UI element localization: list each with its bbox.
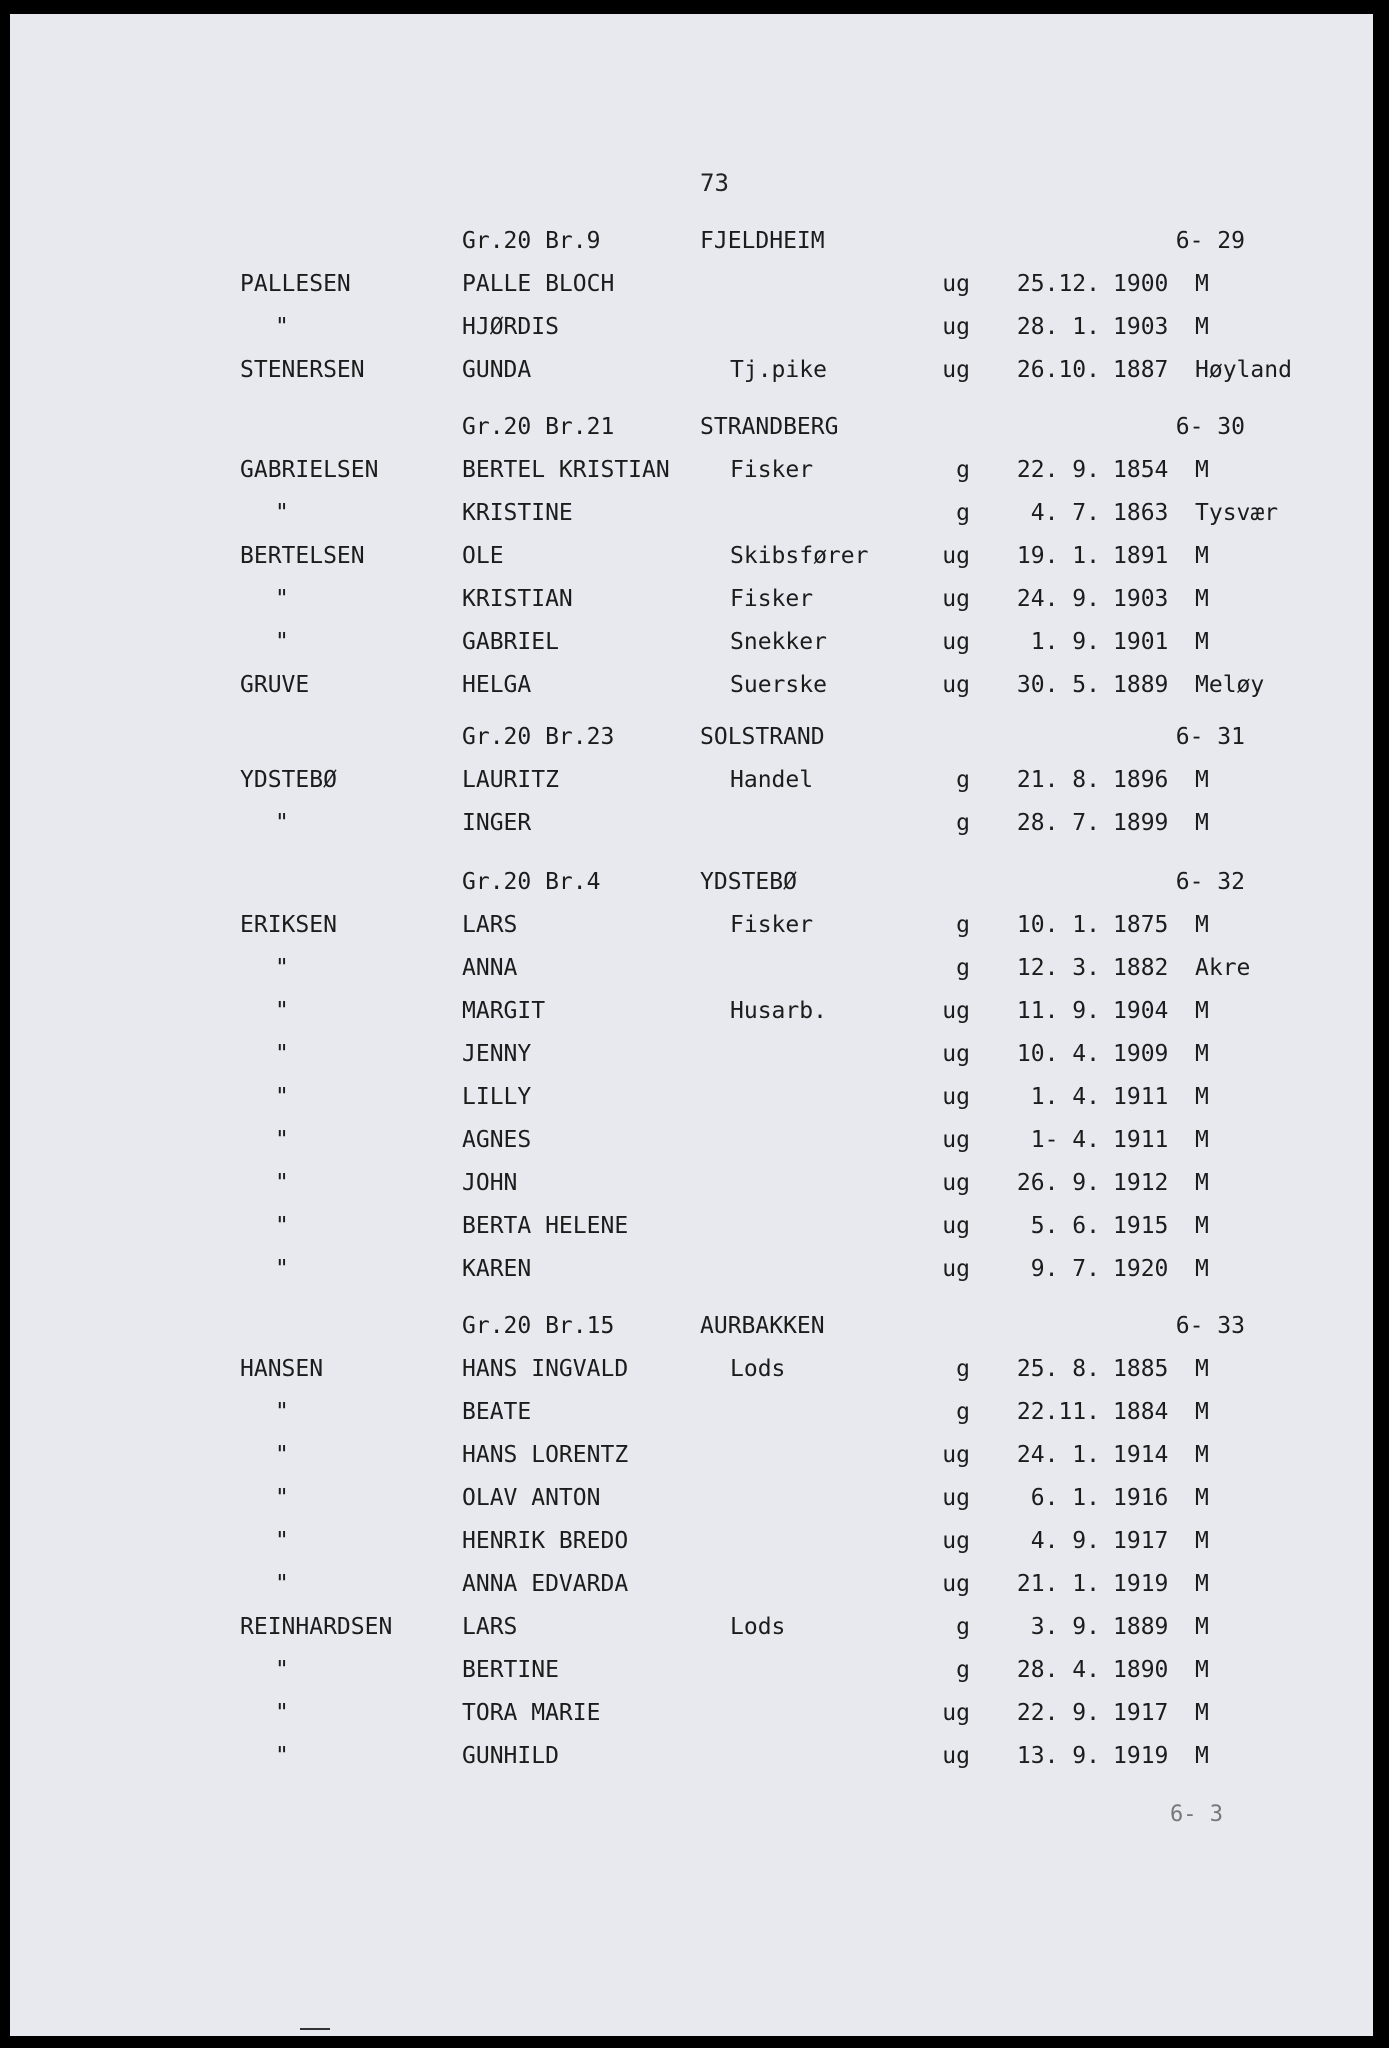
birth-place: M — [1195, 1614, 1209, 1640]
occupation: Fisker — [730, 912, 814, 938]
surname: ERIKSEN — [240, 912, 337, 938]
household-header — [10, 1311, 1373, 1354]
household-block — [10, 867, 1373, 1297]
given-name: KRISTINE — [462, 500, 573, 526]
marital-status: ug — [942, 672, 970, 698]
birth-place: M — [1195, 1743, 1209, 1769]
birth-date: 28. 1. — [1016, 314, 1100, 340]
birth-date: 21. 1. — [1016, 1571, 1100, 1597]
marital-status: ug — [942, 1084, 970, 1110]
marital-status: ug — [942, 1170, 970, 1196]
person-row — [10, 808, 1373, 851]
birth-year: 1899 — [1113, 810, 1169, 836]
household-block — [10, 412, 1373, 713]
given-name: BEATE — [462, 1399, 532, 1425]
birth-place: Høyland — [1195, 357, 1292, 383]
given-name: HJØRDIS — [462, 314, 559, 340]
household-number: 6- 32 — [1175, 869, 1245, 895]
birth-year: 1875 — [1113, 912, 1169, 938]
given-name: OLAV ANTON — [462, 1485, 601, 1511]
marital-status: ug — [942, 1213, 970, 1239]
birth-date: 24. 1. — [1016, 1442, 1100, 1468]
surname: " — [275, 810, 289, 836]
birth-year: 1884 — [1113, 1399, 1169, 1425]
birth-place: M — [1195, 1170, 1209, 1196]
person-row — [10, 1483, 1373, 1526]
surname: " — [275, 1127, 289, 1153]
household-header — [10, 412, 1373, 455]
birth-year: 1919 — [1113, 1743, 1169, 1769]
marital-status: ug — [942, 1700, 970, 1726]
given-name: INGER — [462, 810, 532, 836]
birth-place: M — [1195, 1127, 1209, 1153]
occupation: Fisker — [730, 457, 814, 483]
person-row — [10, 1741, 1373, 1784]
birth-year: 1885 — [1113, 1356, 1169, 1382]
marital-status: ug — [942, 629, 970, 655]
marital-status: g — [956, 1356, 970, 1382]
person-row — [10, 670, 1373, 713]
property-number: Gr.20 Br.21 — [462, 414, 615, 440]
birth-year: 1920 — [1113, 1256, 1169, 1282]
surname: " — [275, 998, 289, 1024]
birth-year: 1916 — [1113, 1485, 1169, 1511]
birth-date: 30. 5. — [1016, 672, 1100, 698]
surname: " — [275, 1700, 289, 1726]
surname: " — [275, 314, 289, 340]
surname: " — [275, 1256, 289, 1282]
surname: PALLESEN — [240, 271, 351, 297]
birth-date: 6. 1. — [1030, 1485, 1100, 1511]
given-name: GUNDA — [462, 357, 532, 383]
marital-status: ug — [942, 1256, 970, 1282]
birth-date: 25. 8. — [1016, 1356, 1100, 1382]
birth-date: 22.11. — [1016, 1399, 1100, 1425]
birth-year: 1863 — [1113, 500, 1169, 526]
occupation: Lods — [730, 1614, 786, 1640]
marital-status: ug — [942, 543, 970, 569]
birth-year: 1887 — [1113, 357, 1169, 383]
marital-status: ug — [942, 998, 970, 1024]
birth-date: 26.10. — [1016, 357, 1100, 383]
marital-status: ug — [942, 1571, 970, 1597]
given-name: MARGIT — [462, 998, 546, 1024]
birth-year: 1904 — [1113, 998, 1169, 1024]
surname: " — [275, 955, 289, 981]
birth-year: 1890 — [1113, 1657, 1169, 1683]
birth-date: 11. 9. — [1016, 998, 1100, 1024]
birth-date: 19. 1. — [1016, 543, 1100, 569]
household-number: 6- 30 — [1175, 414, 1245, 440]
person-row — [10, 1397, 1373, 1440]
birth-date: 4. 9. — [1030, 1528, 1100, 1554]
household-number: 6- 33 — [1175, 1313, 1245, 1339]
person-row — [10, 584, 1373, 627]
birth-place: Tysvær — [1195, 500, 1279, 526]
birth-date: 24. 9. — [1016, 586, 1100, 612]
birth-year: 1914 — [1113, 1442, 1169, 1468]
birth-date: 12. 3. — [1016, 955, 1100, 981]
birth-place: M — [1195, 1528, 1209, 1554]
farm-name: SOLSTRAND — [700, 724, 825, 750]
birth-year: 1915 — [1113, 1213, 1169, 1239]
farm-name: FJELDHEIM — [700, 228, 825, 254]
person-row — [10, 910, 1373, 953]
occupation: Handel — [730, 767, 814, 793]
person-row — [10, 1254, 1373, 1297]
birth-place: M — [1195, 1213, 1209, 1239]
farm-name: STRANDBERG — [700, 414, 839, 440]
surname: " — [275, 1213, 289, 1239]
person-row — [10, 312, 1373, 355]
person-row — [10, 953, 1373, 996]
birth-place: M — [1195, 314, 1209, 340]
person-row — [10, 1569, 1373, 1612]
person-row — [10, 1655, 1373, 1698]
given-name: LARS — [462, 1614, 518, 1640]
marital-status: ug — [942, 1743, 970, 1769]
given-name: KRISTIAN — [462, 586, 573, 612]
occupation: Suerske — [730, 672, 827, 698]
birth-year: 1917 — [1113, 1700, 1169, 1726]
birth-date: 5. 6. — [1030, 1213, 1100, 1239]
document-page — [10, 14, 1373, 2036]
birth-year: 1903 — [1113, 314, 1169, 340]
birth-place: M — [1195, 271, 1209, 297]
person-row — [10, 1125, 1373, 1168]
birth-place: Akre — [1195, 955, 1251, 981]
occupation: Husarb. — [730, 998, 827, 1024]
birth-place: M — [1195, 543, 1209, 569]
birth-date: 1. 4. — [1030, 1084, 1100, 1110]
marital-status: ug — [942, 1041, 970, 1067]
person-row — [10, 1526, 1373, 1569]
person-row — [10, 1082, 1373, 1125]
birth-year: 1882 — [1113, 955, 1169, 981]
surname: " — [275, 1084, 289, 1110]
marital-status: g — [956, 1614, 970, 1640]
birth-year: 1896 — [1113, 767, 1169, 793]
person-row — [10, 455, 1373, 498]
birth-place: M — [1195, 912, 1209, 938]
birth-year: 1911 — [1113, 1127, 1169, 1153]
property-number: Gr.20 Br.9 — [462, 228, 601, 254]
birth-place: M — [1195, 1485, 1209, 1511]
given-name: LILLY — [462, 1084, 532, 1110]
birth-place: M — [1195, 1084, 1209, 1110]
birth-year: 1901 — [1113, 629, 1169, 655]
birth-date: 21. 8. — [1016, 767, 1100, 793]
property-number: Gr.20 Br.15 — [462, 1313, 615, 1339]
birth-year: 1889 — [1113, 1614, 1169, 1640]
birth-year: 1917 — [1113, 1528, 1169, 1554]
marital-status: g — [956, 500, 970, 526]
given-name: ANNA EDVARDA — [462, 1571, 629, 1597]
birth-place: M — [1195, 1442, 1209, 1468]
given-name: AGNES — [462, 1127, 532, 1153]
household-number: 6- 29 — [1175, 228, 1245, 254]
marital-status: ug — [942, 314, 970, 340]
faded-footer-number: 6- 3 — [1170, 1802, 1223, 1827]
surname: " — [275, 1571, 289, 1597]
property-number: Gr.20 Br.4 — [462, 869, 601, 895]
birth-place: M — [1195, 998, 1209, 1024]
surname: " — [275, 1399, 289, 1425]
birth-year: 1903 — [1113, 586, 1169, 612]
occupation: Skibsfører — [730, 543, 869, 569]
occupation: Fisker — [730, 586, 814, 612]
marital-status: ug — [942, 1528, 970, 1554]
occupation: Tj.pike — [730, 357, 827, 383]
marital-status: g — [956, 457, 970, 483]
person-row — [10, 1354, 1373, 1397]
surname: " — [275, 1485, 289, 1511]
marital-status: g — [956, 1399, 970, 1425]
birth-place: M — [1195, 457, 1209, 483]
given-name: HANS INGVALD — [462, 1356, 629, 1382]
birth-place: M — [1195, 1571, 1209, 1597]
birth-place: M — [1195, 629, 1209, 655]
birth-date: 28. 7. — [1016, 810, 1100, 836]
surname: STENERSEN — [240, 357, 365, 383]
birth-year: 1900 — [1113, 271, 1169, 297]
person-row — [10, 269, 1373, 312]
birth-date: 9. 7. — [1030, 1256, 1100, 1282]
surname: BERTELSEN — [240, 543, 365, 569]
birth-date: 4. 7. — [1030, 500, 1100, 526]
person-row — [10, 1039, 1373, 1082]
surname: " — [275, 1170, 289, 1196]
birth-year: 1909 — [1113, 1041, 1169, 1067]
given-name: BERTEL KRISTIAN — [462, 457, 670, 483]
birth-place: Meløy — [1195, 672, 1265, 698]
margin-mark — [300, 2028, 330, 2030]
farm-name: AURBAKKEN — [700, 1313, 825, 1339]
property-number: Gr.20 Br.23 — [462, 724, 615, 750]
person-row — [10, 1168, 1373, 1211]
birth-year: 1919 — [1113, 1571, 1169, 1597]
person-row — [10, 498, 1373, 541]
surname: " — [275, 1041, 289, 1067]
surname: " — [275, 500, 289, 526]
surname: " — [275, 1528, 289, 1554]
birth-place: M — [1195, 767, 1209, 793]
birth-year: 1891 — [1113, 543, 1169, 569]
given-name: OLE — [462, 543, 504, 569]
birth-date: 13. 9. — [1016, 1743, 1100, 1769]
given-name: JENNY — [462, 1041, 532, 1067]
given-name: LARS — [462, 912, 518, 938]
marital-status: g — [956, 767, 970, 793]
occupation: Snekker — [730, 629, 827, 655]
birth-place: M — [1195, 810, 1209, 836]
surname: " — [275, 1657, 289, 1683]
given-name: BERTA HELENE — [462, 1213, 629, 1239]
surname: " — [275, 1442, 289, 1468]
birth-place: M — [1195, 1256, 1209, 1282]
given-name: KAREN — [462, 1256, 532, 1282]
surname: YDSTEBØ — [240, 767, 337, 793]
given-name: ANNA — [462, 955, 518, 981]
given-name: LAURITZ — [462, 767, 559, 793]
person-row — [10, 627, 1373, 670]
birth-year: 1889 — [1113, 672, 1169, 698]
surname: REINHARDSEN — [240, 1614, 393, 1640]
given-name: JOHN — [462, 1170, 518, 1196]
marital-status: g — [956, 912, 970, 938]
birth-date: 10. 4. — [1016, 1041, 1100, 1067]
birth-date: 26. 9. — [1016, 1170, 1100, 1196]
marital-status: ug — [942, 271, 970, 297]
surname: GABRIELSEN — [240, 457, 379, 483]
household-header — [10, 867, 1373, 910]
farm-name: YDSTEBØ — [700, 869, 797, 895]
person-row — [10, 541, 1373, 584]
birth-date: 22. 9. — [1016, 457, 1100, 483]
person-row — [10, 1612, 1373, 1655]
person-row — [10, 1211, 1373, 1254]
household-block — [10, 226, 1373, 398]
person-row — [10, 996, 1373, 1039]
birth-date: 28. 4. — [1016, 1657, 1100, 1683]
birth-place: M — [1195, 1356, 1209, 1382]
surname: " — [275, 1743, 289, 1769]
page-number: 73 — [700, 169, 729, 197]
marital-status: g — [956, 1657, 970, 1683]
birth-date: 25.12. — [1016, 271, 1100, 297]
household-number: 6- 31 — [1175, 724, 1245, 750]
given-name: HENRIK BREDO — [462, 1528, 629, 1554]
birth-date: 3. 9. — [1030, 1614, 1100, 1640]
household-header — [10, 722, 1373, 765]
marital-status: ug — [942, 586, 970, 612]
birth-date: 1. 9. — [1030, 629, 1100, 655]
given-name: HANS LORENTZ — [462, 1442, 629, 1468]
birth-place: M — [1195, 1657, 1209, 1683]
person-row — [10, 355, 1373, 398]
surname: GRUVE — [240, 672, 310, 698]
given-name: GABRIEL — [462, 629, 559, 655]
birth-date: 10. 1. — [1016, 912, 1100, 938]
given-name: BERTINE — [462, 1657, 559, 1683]
marital-status: ug — [942, 1485, 970, 1511]
birth-date: 1- 4. — [1030, 1127, 1100, 1153]
birth-year: 1912 — [1113, 1170, 1169, 1196]
birth-date: 22. 9. — [1016, 1700, 1100, 1726]
birth-place: M — [1195, 1399, 1209, 1425]
marital-status: ug — [942, 357, 970, 383]
household-block — [10, 1311, 1373, 1784]
birth-place: M — [1195, 586, 1209, 612]
marital-status: g — [956, 810, 970, 836]
person-row — [10, 1440, 1373, 1483]
marital-status: ug — [942, 1127, 970, 1153]
surname: " — [275, 586, 289, 612]
surname: " — [275, 629, 289, 655]
person-row — [10, 1698, 1373, 1741]
person-row — [10, 765, 1373, 808]
marital-status: ug — [942, 1442, 970, 1468]
given-name: TORA MARIE — [462, 1700, 601, 1726]
household-block — [10, 722, 1373, 851]
surname: HANSEN — [240, 1356, 324, 1382]
given-name: GUNHILD — [462, 1743, 559, 1769]
birth-year: 1854 — [1113, 457, 1169, 483]
given-name: HELGA — [462, 672, 532, 698]
occupation: Lods — [730, 1356, 786, 1382]
birth-place: M — [1195, 1041, 1209, 1067]
marital-status: g — [956, 955, 970, 981]
household-header — [10, 226, 1373, 269]
given-name: PALLE BLOCH — [462, 271, 615, 297]
birth-place: M — [1195, 1700, 1209, 1726]
birth-year: 1911 — [1113, 1084, 1169, 1110]
